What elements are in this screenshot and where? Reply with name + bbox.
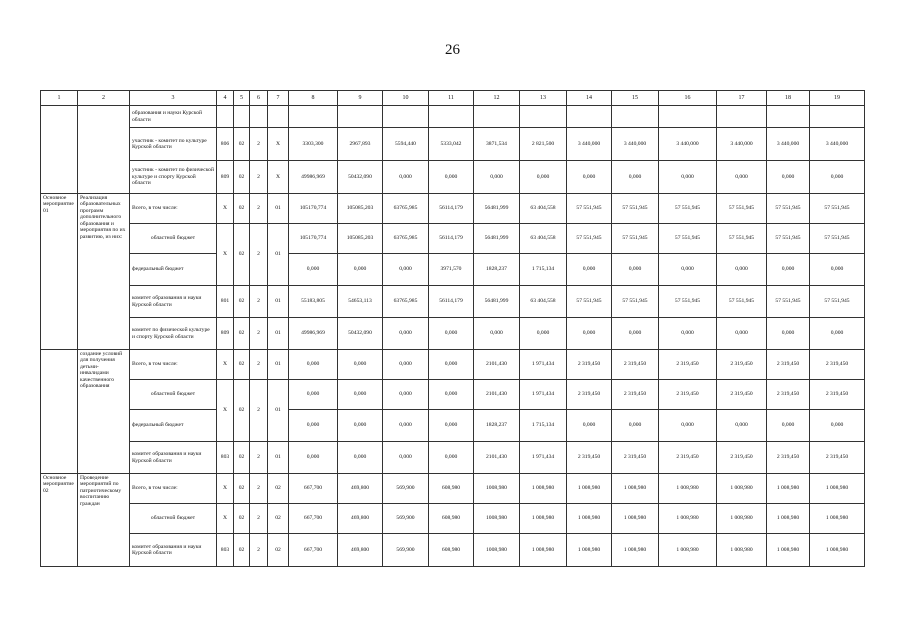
table-cell: 01 <box>268 194 289 224</box>
table-cell: 0,000 <box>567 254 612 286</box>
table-cell: 2 <box>250 474 268 504</box>
table-cell: 2 319,450 <box>767 442 810 474</box>
page-number: 26 <box>445 42 460 58</box>
table-cell: 55183,805 <box>289 286 338 318</box>
row-label: участник - комитет по культуре Курской области <box>130 128 217 161</box>
table-cell: 2 <box>250 442 268 474</box>
row-label: комитет образования и науки Курской области <box>130 286 217 318</box>
table-cell: 57 551,945 <box>767 286 810 318</box>
table-cell: 0,000 <box>567 161 612 194</box>
table-cell: 63765,985 <box>383 286 429 318</box>
table-cell: 01 <box>268 286 289 318</box>
table-cell: 57 551,945 <box>767 194 810 224</box>
table-cell: 1008,980 <box>474 534 520 567</box>
table-cell: 2 319,450 <box>612 380 659 410</box>
table-cell: 0,000 <box>338 254 383 286</box>
table-cell: 3971,570 <box>429 254 474 286</box>
empty-cell <box>659 106 717 128</box>
table-cell: 0,000 <box>767 161 810 194</box>
budget-row <box>41 410 865 442</box>
row-label: федеральный бюджет <box>130 410 217 442</box>
row-label: Всего, в том числе: <box>130 474 217 504</box>
table-cell: 2101,430 <box>474 350 520 380</box>
table-cell: 0,000 <box>659 410 717 442</box>
table-cell: 0,000 <box>810 410 865 442</box>
table-cell: 0,000 <box>717 161 767 194</box>
table-cell: 2 319,450 <box>612 442 659 474</box>
table-cell: Х <box>268 161 289 194</box>
table-cell: 2 <box>250 534 268 567</box>
table-cell: Х <box>217 504 234 534</box>
event-name: Реализация образовательных программ дополнительного образования и мероприятия по их развитию, из них: <box>78 194 130 350</box>
table-cell: 0,000 <box>289 350 338 380</box>
row-label: образования и науки Курской области <box>130 106 217 128</box>
table-cell: 0,000 <box>289 442 338 474</box>
table-cell: 0,000 <box>612 410 659 442</box>
event-code: Основное мероприятие 02 <box>41 474 78 567</box>
empty-cell <box>767 106 810 128</box>
table-cell: 02 <box>268 474 289 504</box>
table-cell: 1 715,134 <box>520 254 567 286</box>
header-cell: 1 <box>41 91 78 106</box>
header-cell: 18 <box>767 91 810 106</box>
table-cell: 2101,430 <box>474 380 520 410</box>
table-cell: 02 <box>234 504 250 534</box>
table-cell: 1 008,980 <box>659 474 717 504</box>
merged-code-cell: 2 <box>250 380 268 442</box>
table-cell: 1828,237 <box>474 410 520 442</box>
table-cell: 02 <box>234 442 250 474</box>
budget-row <box>41 224 865 254</box>
table-cell: 3 440,000 <box>767 128 810 161</box>
table-cell: 469,800 <box>338 504 383 534</box>
table-cell: 2 <box>250 286 268 318</box>
table-cell: 2 319,450 <box>717 442 767 474</box>
table-cell: 0,000 <box>383 161 429 194</box>
table-cell: 0,000 <box>289 380 338 410</box>
empty-cell <box>78 106 130 194</box>
table-cell: 01 <box>268 350 289 380</box>
table-cell: 1 008,980 <box>810 504 865 534</box>
table-cell: 1 971,434 <box>520 442 567 474</box>
executor-row <box>41 286 865 318</box>
table-cell: 57 551,945 <box>567 194 612 224</box>
table-cell: 0,000 <box>520 318 567 350</box>
header-cell: 4 <box>217 91 234 106</box>
merged-code-cell: 02 <box>234 380 250 442</box>
executor-row <box>41 442 865 474</box>
table-cell: 105085,203 <box>338 224 383 254</box>
header-cell: 13 <box>520 91 567 106</box>
table-cell: 667,700 <box>289 504 338 534</box>
table-cell: 105170,774 <box>289 224 338 254</box>
header-row <box>41 91 865 106</box>
table-cell: 02 <box>234 286 250 318</box>
table-cell: 57 551,945 <box>612 286 659 318</box>
table-cell: 0,000 <box>429 380 474 410</box>
continuation-row <box>41 106 865 128</box>
table-cell: 569,900 <box>383 474 429 504</box>
table-cell: 57 551,945 <box>810 224 865 254</box>
table-cell: 1828,237 <box>474 254 520 286</box>
table-cell: 2 319,450 <box>567 350 612 380</box>
table-cell: 3 440,000 <box>659 128 717 161</box>
budget-table <box>40 90 865 567</box>
table-cell: 0,000 <box>383 380 429 410</box>
event-total-row <box>41 474 865 504</box>
header-cell: 9 <box>338 91 383 106</box>
table-cell: 0,000 <box>383 410 429 442</box>
table-cell: 57 551,945 <box>659 194 717 224</box>
table-cell: 667,700 <box>289 474 338 504</box>
executor-row <box>41 534 865 567</box>
table-cell: 49986,969 <box>289 318 338 350</box>
table-cell: 02 <box>268 504 289 534</box>
header-cell: 15 <box>612 91 659 106</box>
table-cell: 469,800 <box>338 534 383 567</box>
header-cell: 2 <box>78 91 130 106</box>
table-cell: 3 440,000 <box>810 128 865 161</box>
table-cell: 2 <box>250 318 268 350</box>
empty-cell <box>41 106 78 194</box>
table-cell: 2 319,450 <box>810 350 865 380</box>
header-cell: 6 <box>250 91 268 106</box>
table-cell: 0,000 <box>383 318 429 350</box>
table-cell: 0,000 <box>474 161 520 194</box>
header-cell: 7 <box>268 91 289 106</box>
table-cell: 0,000 <box>338 442 383 474</box>
merged-code-cell: 2 <box>250 224 268 286</box>
table-cell: 2 319,450 <box>567 442 612 474</box>
empty-cell <box>41 350 78 474</box>
table-cell: 2 319,450 <box>767 380 810 410</box>
table-cell: 2 319,450 <box>767 350 810 380</box>
table-cell: 1 008,980 <box>767 504 810 534</box>
table-cell: 01 <box>268 318 289 350</box>
table-cell: 0,000 <box>429 442 474 474</box>
table-cell: 5333,042 <box>429 128 474 161</box>
table-cell: 2 319,450 <box>567 380 612 410</box>
budget-row <box>41 380 865 410</box>
table-cell: 57 551,945 <box>717 224 767 254</box>
table-cell: 0,000 <box>429 318 474 350</box>
table-cell: 2 <box>250 161 268 194</box>
table-cell: 2 319,450 <box>717 350 767 380</box>
merged-code-cell: Х <box>217 224 234 286</box>
table-cell: 105085,203 <box>338 194 383 224</box>
table-cell: 1 008,980 <box>520 474 567 504</box>
table-cell: 1 008,980 <box>612 534 659 567</box>
table-cell: 3 440,000 <box>717 128 767 161</box>
table-cell: 63765,985 <box>383 194 429 224</box>
table-cell: 57 551,945 <box>612 194 659 224</box>
table-cell: 0,000 <box>338 350 383 380</box>
table-cell: 809 <box>217 161 234 194</box>
table-cell: 2 <box>250 350 268 380</box>
row-label: областной бюджет <box>130 380 217 410</box>
empty-cell <box>268 106 289 128</box>
header-cell: 12 <box>474 91 520 106</box>
table-cell: 3303,300 <box>289 128 338 161</box>
table-cell: 0,000 <box>474 318 520 350</box>
table-cell: областной бюджет <box>130 504 217 534</box>
table-cell: 2967,893 <box>338 128 383 161</box>
table-cell: 1 008,980 <box>659 534 717 567</box>
table-cell: 63765,985 <box>383 224 429 254</box>
table-cell: 56481,999 <box>474 194 520 224</box>
table-cell: 56114,179 <box>429 286 474 318</box>
table-cell: 1 008,980 <box>567 504 612 534</box>
table-cell: 0,000 <box>429 161 474 194</box>
table-cell: 57 551,945 <box>767 224 810 254</box>
table-cell: 0,000 <box>429 410 474 442</box>
table-cell: 1 008,980 <box>659 504 717 534</box>
table-cell: 50432,090 <box>338 161 383 194</box>
table-cell: Х <box>217 350 234 380</box>
budget-row <box>41 254 865 286</box>
header-cell: 16 <box>659 91 717 106</box>
table-cell: 02 <box>268 534 289 567</box>
table-cell: 56114,179 <box>429 224 474 254</box>
table-cell: 2 319,450 <box>659 442 717 474</box>
table-cell: 2 <box>250 504 268 534</box>
event-name: Проведение мероприятий по патриотическому воспитанию граждан <box>78 474 130 567</box>
table-cell: Х <box>268 128 289 161</box>
participant-row <box>41 161 865 194</box>
table-cell: 2101,430 <box>474 442 520 474</box>
table-cell: 57 551,945 <box>659 286 717 318</box>
table-cell: 56481,999 <box>474 286 520 318</box>
empty-cell <box>474 106 520 128</box>
table-cell: 1 008,980 <box>810 534 865 567</box>
table-cell: 1 008,980 <box>520 534 567 567</box>
table-cell: 0,000 <box>810 161 865 194</box>
table-cell: 56114,179 <box>429 194 474 224</box>
table-cell: 1008,980 <box>474 504 520 534</box>
row-label: комитет образования и науки Курской области <box>130 442 217 474</box>
merged-code-cell: 01 <box>268 224 289 286</box>
table-cell: 0,000 <box>810 318 865 350</box>
table-cell: 0,000 <box>717 318 767 350</box>
empty-cell <box>250 106 268 128</box>
row-label: участник - комитет по физической культуре и спорту Курской области <box>130 161 217 194</box>
table-cell: 0,000 <box>429 350 474 380</box>
table-cell: 0,000 <box>717 410 767 442</box>
table-cell: 608,980 <box>429 534 474 567</box>
table-cell: 0,000 <box>383 350 429 380</box>
table-cell: 0,000 <box>659 254 717 286</box>
event-name: создание условий для получения детьми-инвалидами качественного образования <box>78 350 130 474</box>
empty-cell <box>338 106 383 128</box>
table-cell: 1 008,980 <box>717 534 767 567</box>
table-cell: 0,000 <box>767 254 810 286</box>
table-cell: 57 551,945 <box>810 286 865 318</box>
table-cell: 1 008,980 <box>612 474 659 504</box>
row-label: Всего, в том числе: <box>130 194 217 224</box>
table-cell: 569,900 <box>383 534 429 567</box>
table-cell: 02 <box>234 161 250 194</box>
budget-row <box>41 504 865 534</box>
empty-cell <box>520 106 567 128</box>
table-cell: 2 <box>250 128 268 161</box>
table-cell: 02 <box>234 194 250 224</box>
table-cell: 1 008,980 <box>767 474 810 504</box>
header-cell: 17 <box>717 91 767 106</box>
table-cell: 2 <box>250 194 268 224</box>
participant-row <box>41 128 865 161</box>
table-cell: 2 319,450 <box>612 350 659 380</box>
header-cell: 10 <box>383 91 429 106</box>
row-label: комитет по физической культуре и спорту Курской области <box>130 318 217 350</box>
table-cell: 0,000 <box>567 410 612 442</box>
row-label: комитет образования и науки Курской области <box>130 534 217 567</box>
table-cell: 3 440,000 <box>567 128 612 161</box>
table-cell: 0,000 <box>567 318 612 350</box>
table-cell: 02 <box>234 318 250 350</box>
table-cell: 02 <box>234 474 250 504</box>
executor-row <box>41 318 865 350</box>
table-cell: 49986,969 <box>289 161 338 194</box>
empty-cell <box>289 106 338 128</box>
empty-cell <box>217 106 234 128</box>
table-cell: 1 971,434 <box>520 350 567 380</box>
table-cell: 56481,999 <box>474 224 520 254</box>
table-cell: 1008,980 <box>474 474 520 504</box>
table-cell: 57 551,945 <box>567 286 612 318</box>
table-cell: 5594,440 <box>383 128 429 161</box>
table-cell: 2 319,450 <box>810 442 865 474</box>
table-cell: 0,000 <box>612 318 659 350</box>
table-cell: 0,000 <box>289 254 338 286</box>
table-cell: 809 <box>217 318 234 350</box>
table-cell: 569,900 <box>383 504 429 534</box>
table-cell: 0,000 <box>767 318 810 350</box>
table-cell: 63 404,558 <box>520 224 567 254</box>
table-cell: 3871,534 <box>474 128 520 161</box>
table-cell: 2 319,450 <box>659 350 717 380</box>
header-cell: 3 <box>130 91 217 106</box>
table-cell: 1 008,980 <box>567 534 612 567</box>
table-cell: Х <box>217 194 234 224</box>
empty-cell <box>612 106 659 128</box>
table-cell: 1 715,134 <box>520 410 567 442</box>
merged-code-cell: Х <box>217 380 234 442</box>
table-cell: 0,000 <box>810 254 865 286</box>
table-cell: 801 <box>217 286 234 318</box>
table-cell: 1 008,980 <box>567 474 612 504</box>
table-cell: Х <box>217 474 234 504</box>
header-cell: 14 <box>567 91 612 106</box>
table-cell: 01 <box>268 442 289 474</box>
table-cell: 02 <box>234 534 250 567</box>
event-code: Основное мероприятие 01 <box>41 194 78 350</box>
table-cell: 57 551,945 <box>659 224 717 254</box>
table-cell: 1 008,980 <box>767 534 810 567</box>
row-label: федеральный бюджет <box>130 254 217 286</box>
table-cell: 806 <box>217 128 234 161</box>
table-cell: 57 551,945 <box>717 286 767 318</box>
table-cell: 105170,774 <box>289 194 338 224</box>
table-cell: 2 319,450 <box>810 380 865 410</box>
table-cell: 2 319,450 <box>659 380 717 410</box>
merged-code-cell: 01 <box>268 380 289 442</box>
table-cell: 0,000 <box>520 161 567 194</box>
table-cell: 57 551,945 <box>567 224 612 254</box>
table-cell: 63 404,558 <box>520 194 567 224</box>
table-cell: 63 404,558 <box>520 286 567 318</box>
table-cell: 1 008,980 <box>717 474 767 504</box>
table-cell: 0,000 <box>659 161 717 194</box>
table-cell: 57 551,945 <box>810 194 865 224</box>
empty-cell <box>567 106 612 128</box>
table-cell: 1 008,980 <box>717 504 767 534</box>
table-cell: 0,000 <box>717 254 767 286</box>
table-cell: 803 <box>217 534 234 567</box>
empty-cell <box>810 106 865 128</box>
event-total-row <box>41 194 865 224</box>
table-cell: 57 551,945 <box>717 194 767 224</box>
row-label: Всего, в том числе: <box>130 350 217 380</box>
table-cell: 1 008,980 <box>612 504 659 534</box>
table-cell: 3 440,000 <box>612 128 659 161</box>
table-cell: 0,000 <box>383 254 429 286</box>
table-cell: 0,000 <box>338 380 383 410</box>
merged-code-cell: 02 <box>234 224 250 286</box>
table-cell: 0,000 <box>338 410 383 442</box>
table-cell: 0,000 <box>289 410 338 442</box>
empty-cell <box>717 106 767 128</box>
header-cell: 19 <box>810 91 865 106</box>
table-cell: 57 551,945 <box>612 224 659 254</box>
header-cell: 5 <box>234 91 250 106</box>
empty-cell <box>383 106 429 128</box>
table-cell: 1 008,980 <box>810 474 865 504</box>
table-cell: 2 319,450 <box>717 380 767 410</box>
event-total-row <box>41 350 865 380</box>
table-cell: 02 <box>234 350 250 380</box>
table-cell: 667,700 <box>289 534 338 567</box>
table-cell: 608,980 <box>429 474 474 504</box>
table-cell: 0,000 <box>383 442 429 474</box>
table-cell: 50432,090 <box>338 318 383 350</box>
table-cell: 02 <box>234 128 250 161</box>
table-cell: 2 821,500 <box>520 128 567 161</box>
table-cell: 0,000 <box>767 410 810 442</box>
table-cell: 0,000 <box>612 161 659 194</box>
empty-cell <box>429 106 474 128</box>
empty-cell <box>234 106 250 128</box>
table-cell: 1 971,434 <box>520 380 567 410</box>
header-cell: 8 <box>289 91 338 106</box>
table-cell: 1 008,980 <box>520 504 567 534</box>
table-cell: 0,000 <box>659 318 717 350</box>
table-body <box>41 91 865 567</box>
header-cell: 11 <box>429 91 474 106</box>
table-cell: 803 <box>217 442 234 474</box>
table-cell: 608,980 <box>429 504 474 534</box>
table-cell: 469,800 <box>338 474 383 504</box>
table-cell: 0,000 <box>612 254 659 286</box>
table-cell: 54653,113 <box>338 286 383 318</box>
row-label: областной бюджет <box>130 224 217 254</box>
